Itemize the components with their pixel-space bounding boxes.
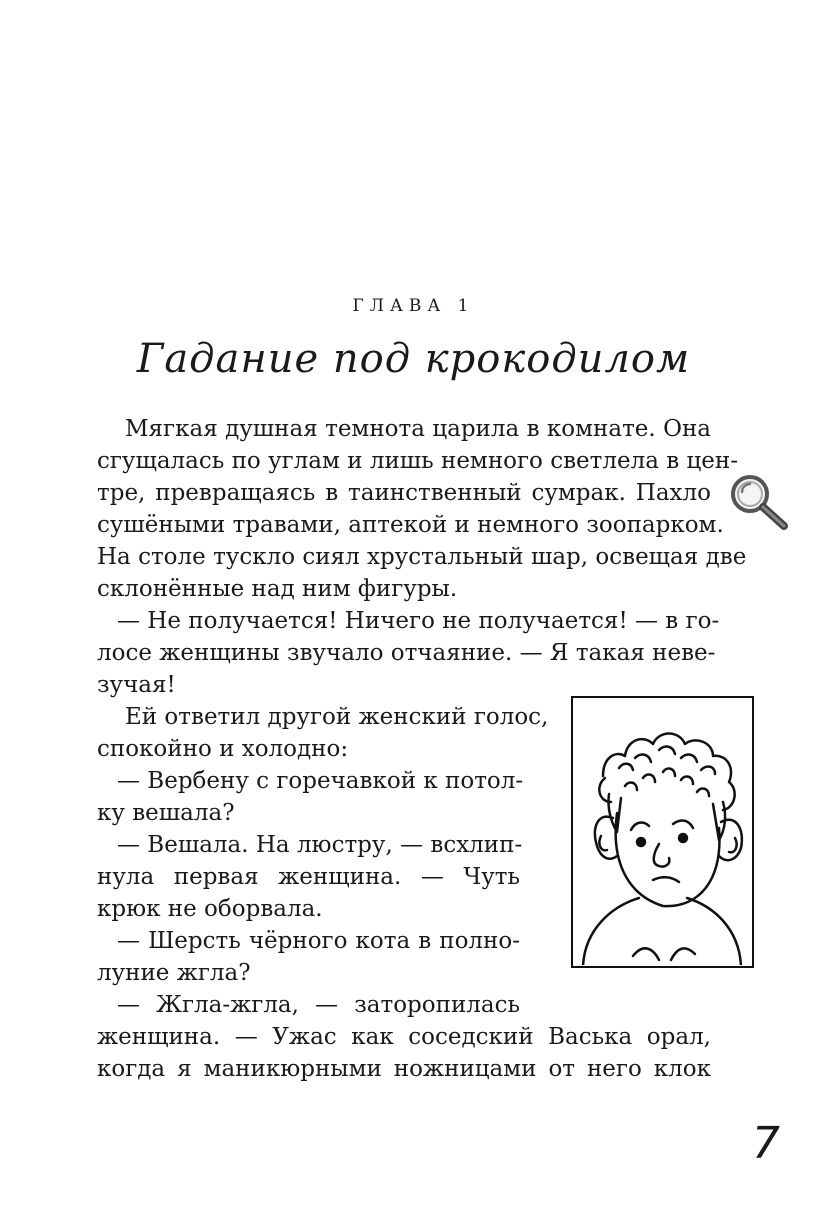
text-line: сушёными травами, аптекой и немного зоопарком. (97, 512, 724, 538)
text-line: лосе женщины звучало отчаяние. — Я такая неве- (97, 640, 716, 666)
magnifier-icon (726, 470, 792, 536)
page-number: 7 (752, 1118, 780, 1169)
text-line: На столе тускло сиял хрустальный шар, освещая две (97, 544, 747, 570)
chapter-title: Гадание под крокодилом (136, 336, 691, 382)
text-line: луние жгла? (97, 960, 251, 986)
woman-portrait (573, 698, 751, 965)
text-line: — Вербену с горечавкой к потол- (117, 768, 524, 794)
chapter-label: ГЛАВА 1 (352, 296, 475, 316)
text-line: — Шерсть чёрного кота в полно- (117, 928, 520, 954)
text-line: Мягкая душная темнота царила в комнате. Она (125, 416, 711, 442)
character-illustration (571, 696, 754, 968)
text-line: сгущалась по углам и лишь немного светлела в цен- (97, 448, 738, 474)
text-line: нула первая женщина. — Чуть (97, 864, 520, 890)
text-line: спокойно и холодно: (97, 736, 349, 762)
text-line: зучая! (97, 672, 176, 698)
text-line: ку вешала? (97, 800, 235, 826)
text-line: — Вешала. На люстру, — всхлип- (117, 832, 523, 858)
text-line: склонённые над ним фигуры. (97, 576, 458, 602)
text-line: когда я маникюрными ножницами от него клок (97, 1056, 711, 1082)
text-line: тре, превращаясь в таинственный сумрак. Пахло (97, 480, 711, 506)
text-line: — Не получается! Ничего не получается! — в го- (117, 608, 720, 634)
text-line: Ей ответил другой женский голос, (125, 704, 549, 730)
text-line: женщина. — Ужас как соседский Васька орал, (97, 1024, 711, 1050)
text-line: — Жгла-жгла, — заторопилась (117, 992, 520, 1018)
text-line: крюк не оборвала. (97, 896, 323, 922)
